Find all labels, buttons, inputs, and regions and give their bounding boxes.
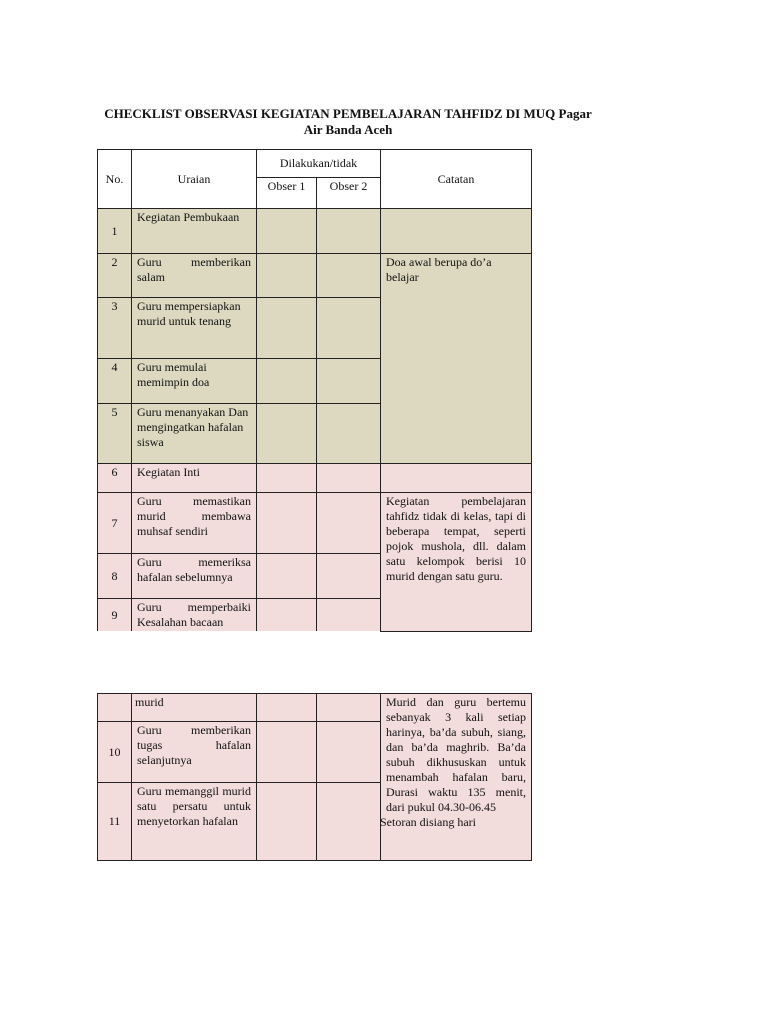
row-obser-1 (257, 493, 317, 554)
row-number: 3 (98, 298, 132, 359)
row-number: 2 (98, 254, 132, 298)
checklist-table (97, 149, 532, 632)
section-1-note: Doa awal berupa do’a belajar (381, 254, 532, 464)
page-2-note-tail: Setoran disiang hari (380, 815, 476, 829)
title-line-2: Air Banda Aceh (303, 122, 393, 137)
header-row-1 (98, 150, 532, 178)
row-uraian: Guru memberikan tugas hafalan selanjutnya (132, 722, 257, 783)
row-number: 4 (98, 359, 132, 404)
row-obser-1 (257, 298, 317, 359)
checklist-table-continued (97, 693, 532, 861)
row-uraian: Guru menanyakan Dan mengingatkan hafalan siswa (132, 404, 257, 464)
row-obser-2 (317, 464, 381, 493)
row-obser-2 (317, 783, 381, 861)
row-number: 8 (98, 554, 132, 599)
row-uraian: Guru mempersiapkan murid untuk tenang (132, 298, 257, 359)
header-obser-1: Obser 1 (257, 178, 317, 209)
row-obser-2 (317, 694, 381, 722)
table-row (98, 493, 532, 554)
row-number: 6 (98, 464, 132, 493)
row-obser-2 (317, 493, 381, 554)
row-catatan (381, 464, 532, 493)
table-row (98, 209, 532, 254)
row-obser-1 (257, 722, 317, 783)
row-number: 11 (98, 783, 132, 861)
header-uraian: Uraian (132, 150, 257, 209)
row-uraian: Guru memeriksa hafalan sebelumnya (132, 554, 257, 599)
row-obser-1 (257, 254, 317, 298)
table-row (98, 464, 532, 493)
row-uraian: Kegiatan Pembukaan (132, 209, 257, 254)
header-obser-2: Obser 2 (317, 178, 381, 209)
row-uraian: Guru memberikan salam (132, 254, 257, 298)
page-2-note-text: Murid dan guru bertemu sebanyak 3 kali setiap harinya, ba’da subuh, siang, dan ba’da maghrib. Ba’da subuh dikhususkan untuk menambah hafalan baru, Durasi waktu 135 menit, dari pukul 04.30-06.45 (386, 695, 526, 814)
row-uraian: murid (132, 694, 257, 722)
row-uraian: Guru memastikan murid membawa muhsaf sendiri (132, 493, 257, 554)
section-2-note: Kegiatan pembelajaran tahfidz tidak di kelas, tapi di beberapa tempat, seperti pojok mushola, dll. dalam satu kelompok berisi 10 murid dengan satu guru. (381, 493, 532, 632)
row-obser-1 (257, 209, 317, 254)
row-number: 9 (98, 599, 132, 632)
row-number (98, 694, 132, 722)
table-row (98, 254, 532, 298)
row-obser-2 (317, 254, 381, 298)
header-catatan: Catatan (381, 150, 532, 209)
header-dilakukan: Dilakukan/tidak (257, 150, 381, 178)
row-obser-1 (257, 694, 317, 722)
row-obser-1 (257, 359, 317, 404)
document-title (90, 106, 606, 138)
row-obser-1 (257, 599, 317, 632)
row-uraian: Kegiatan Inti (132, 464, 257, 493)
row-obser-2 (317, 209, 381, 254)
row-number: 10 (98, 722, 132, 783)
row-obser-1 (257, 464, 317, 493)
row-obser-1 (257, 554, 317, 599)
row-number: 7 (98, 493, 132, 554)
row-obser-1 (257, 783, 317, 861)
row-uraian: Guru memanggil murid satu persatu untuk menyetorkan hafalan (132, 783, 257, 861)
row-obser-2 (317, 359, 381, 404)
row-number: 5 (98, 404, 132, 464)
row-obser-2 (317, 404, 381, 464)
row-obser-2 (317, 298, 381, 359)
table-row (98, 694, 532, 722)
row-catatan (381, 209, 532, 254)
header-no: No. (98, 150, 132, 209)
row-obser-2 (317, 599, 381, 632)
row-obser-1 (257, 404, 317, 464)
page-2-note (381, 694, 532, 861)
row-uraian: Guru memperbaiki Kesalahan bacaan (132, 599, 257, 632)
row-number: 1 (98, 209, 132, 254)
row-obser-2 (317, 554, 381, 599)
row-uraian: Guru memulai memimpin doa (132, 359, 257, 404)
title-line-1: CHECKLIST OBSERVASI KEGIATAN PEMBELAJARAN TAHFIDZ DI MUQ Pagar (104, 106, 592, 121)
row-obser-2 (317, 722, 381, 783)
